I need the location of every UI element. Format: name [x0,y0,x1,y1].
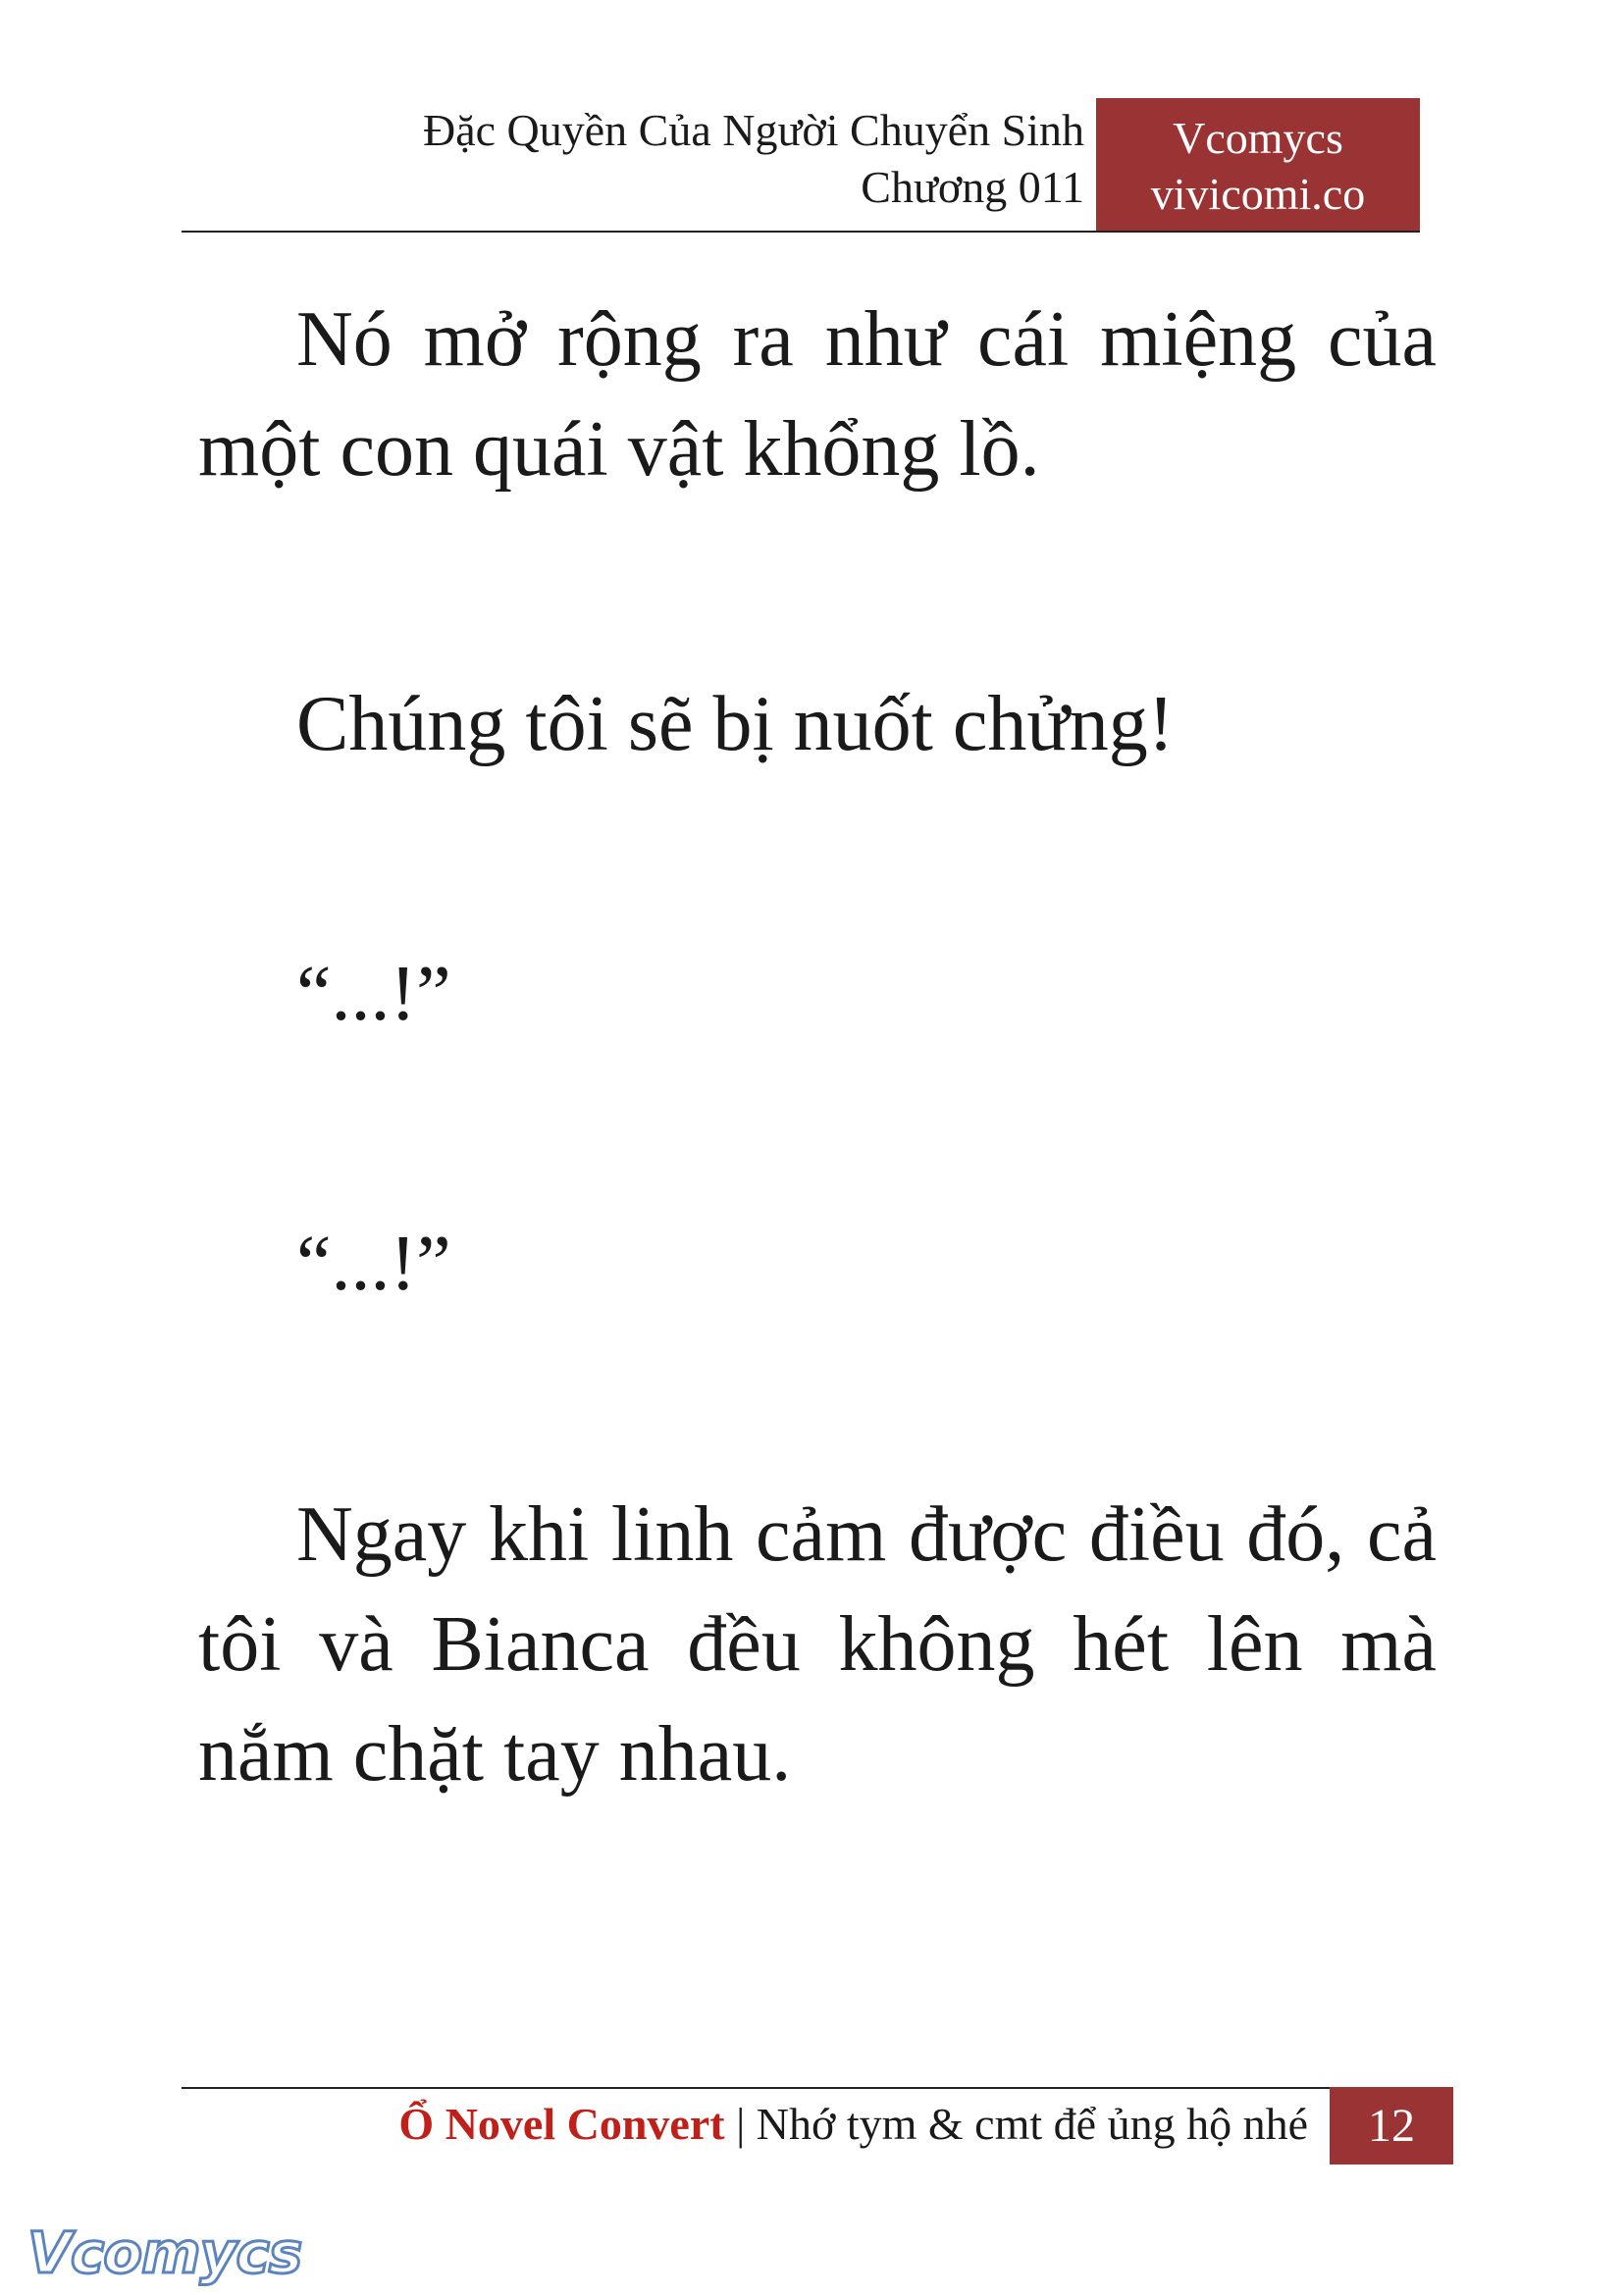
page-footer [182,2092,1308,2157]
footer-message: Nhớ tym & cmt để ủng hộ nhé [756,2099,1308,2149]
page-header-titles [182,102,1084,216]
book-title: Đặc Quyền Của Người Chuyển Sinh [422,105,1084,155]
badge-site-url: vivicomi.co [1150,169,1366,219]
paragraph: Ngay khi linh cảm được điều đó, cả tôi và Bianca đều không hét lên mà nắm chặt tay nhau. [198,1491,1437,1798]
footer-separator: | [724,2099,757,2149]
watermark-logo: Vcomycs [27,2219,302,2286]
paragraph: Chúng tôi sẽ bị nuốt chửng! [296,681,1175,767]
paragraph: “...!” [296,1221,451,1307]
page-number: 12 [1330,2087,1453,2165]
footer-divider [182,2087,1453,2089]
paragraph: “...!” [296,951,451,1037]
header-divider [182,231,1420,233]
chapter-label: Chương 011 [861,162,1084,212]
paragraph: Nó mở rộng ra như cái miệng của một con quái vật khổng lồ. [198,296,1437,493]
header-badge [1096,98,1420,233]
badge-site-name: Vcomycs [1173,113,1343,163]
footer-brand: Ổ Novel Convert [398,2099,725,2149]
